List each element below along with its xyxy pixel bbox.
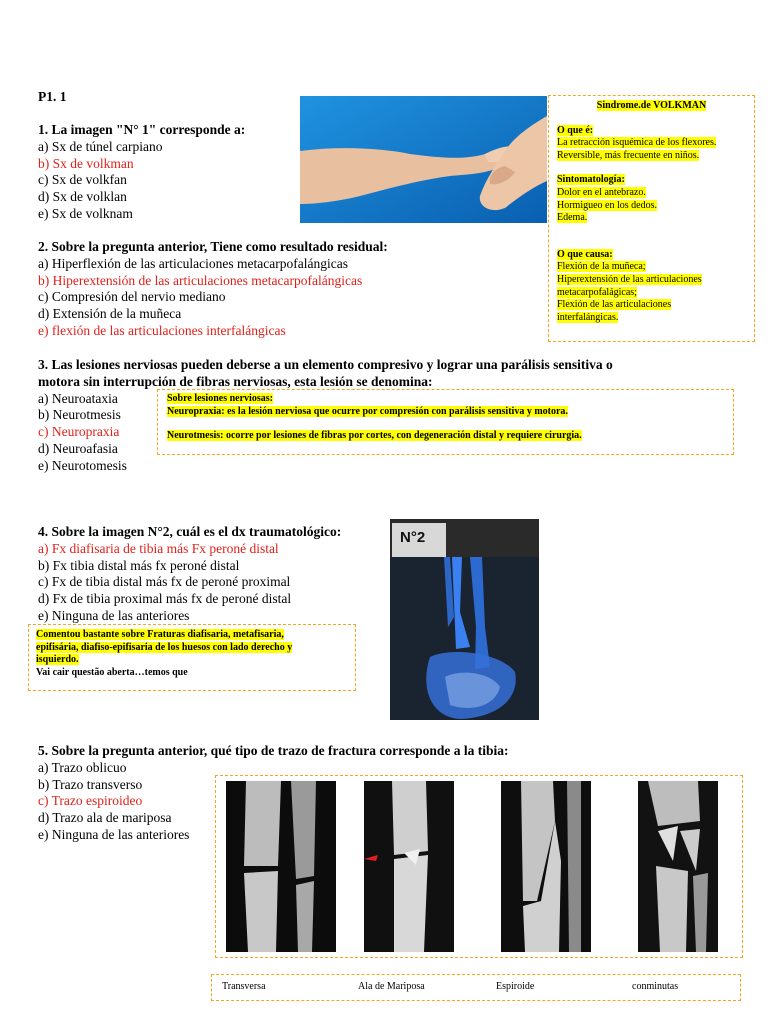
question-1: [38, 122, 298, 223]
q5-option-b: b) Trazo transverso: [38, 776, 143, 792]
question-3-text-line-1: 3. Las lesiones nerviosas pueden deberse a un elemento compresivo y lograr una parálisis sensitiva o: [38, 357, 613, 372]
volkman-note: [548, 95, 755, 342]
label-espiroide: Espiroide: [496, 981, 535, 992]
q3-option-d: d) Neuroafasia: [38, 440, 118, 456]
question-2: [38, 239, 538, 340]
what-heading: O que é:: [557, 124, 594, 136]
q2-option-c: c) Compresión del nervio mediano: [38, 289, 226, 305]
cause-line-5: interfalángicas.: [557, 311, 619, 323]
q5-option-a: a) Trazo oblicuo: [38, 759, 127, 775]
q1-option-d: d) Sx de volklan: [38, 189, 127, 205]
nerve-note-line-3: Neurotmesis: ocorre por lesiones de fibras por cortes, con degeneración distal y requiere cirurgia.: [167, 430, 582, 442]
fx-note-line-2: epifisária, diafiso-epifisaria de los huesos con lado derecho y: [36, 641, 293, 653]
q4-option-d: d) Fx de tibia proximal más fx de peroné distal: [38, 591, 292, 607]
q1-option-b-answer: b) Sx de volkman: [38, 155, 134, 171]
q2-option-d: d) Extensión de la muñeca: [38, 306, 182, 322]
cause-line-4: Flexión de las articulaciones: [557, 299, 672, 311]
q1-option-c: c) Sx de volkfan: [38, 172, 127, 188]
page-title: P1. 1: [38, 89, 67, 104]
q2-option-e-answer: e) flexión de las articulaciones interfalángicas: [38, 322, 286, 338]
q3-option-c-answer: c) Neuropraxia: [38, 424, 120, 440]
nerve-note-line-1: Sobre lesiones nerviosas:: [167, 393, 273, 404]
q1-option-a: a) Sx de túnel carpiano: [38, 138, 163, 154]
xray-butterfly: [364, 781, 454, 952]
q2-option-a: a) Hiperflexión de las articulaciones metacarpofalángicas: [38, 255, 348, 271]
xray-comminuted: [638, 781, 718, 952]
what-line-1: La retracción isquémica de los flexores.: [557, 137, 717, 149]
q4-option-c: c) Fx de tibia distal más fx de peroné proximal: [38, 574, 291, 590]
question-4-text: 4. Sobre la imagen N°2, cuál es el dx traumatológico:: [38, 524, 342, 539]
cause-line-2: Hiperextensión de las articulaciones: [557, 273, 702, 285]
q1-option-e: e) Sx de volknam: [38, 205, 133, 221]
q2-option-b-answer: b) Hiperextensión de las articulaciones metacarpofalángicas: [38, 272, 363, 288]
question-3-text-line-2: motora sin interrupción de fibras nerviosas, esta lesión se denomina:: [38, 373, 433, 389]
fx-note-line-1: Comentou bastante sobre Fraturas diafisaria, metafisaria,: [36, 629, 284, 640]
q3-option-a: a) Neuroataxia: [38, 390, 118, 406]
question-2-text: 2. Sobre la pregunta anterior, Tiene como resultado residual:: [38, 239, 388, 254]
q5-option-c-answer: c) Trazo espiroideo: [38, 793, 143, 809]
cause-line-3: metacarpofalágicas;: [557, 286, 637, 298]
q5-option-e: e) Ninguna de las anteriores: [38, 826, 190, 842]
question-4: [38, 524, 388, 625]
symptom-line-2: Hormigueo en los dedos.: [557, 199, 657, 211]
xray-transverse: [226, 781, 336, 952]
hands-image: [300, 96, 547, 223]
symptom-line-1: Dolor en el antebrazo.: [557, 186, 646, 198]
volkman-note-title: Sindrome.de VOLKMAN: [596, 100, 707, 111]
label-transversa: Transversa: [222, 981, 266, 992]
symptoms-heading: Sintomatología:: [557, 174, 625, 186]
q4-option-b: b) Fx tibia distal más fx peroné distal: [38, 557, 240, 573]
xray-spiral: [501, 781, 591, 952]
q4-option-e: e) Ninguna de las anteriores: [38, 607, 190, 623]
fracture-images-panel: [215, 775, 743, 958]
xray-image-n2: [390, 519, 539, 720]
fx-note-line-4: Vai cair questão aberta…temos que: [36, 666, 188, 678]
q4-option-a-answer: a) Fx diafisaria de tibia más Fx peroné distal: [38, 540, 279, 556]
question-1-text: 1. La imagen "N° 1" corresponde a:: [38, 122, 246, 137]
q5-option-d: d) Trazo ala de mariposa: [38, 810, 172, 826]
cause-heading: O que causa:: [557, 248, 613, 260]
q3-option-b: b) Neurotmesis: [38, 407, 121, 423]
cause-line-1: Flexión de la muñeca;: [557, 261, 646, 273]
label-conminutas: conminutas: [632, 981, 679, 992]
question-5-text: 5. Sobre la pregunta anterior, qué tipo de trazo de fractura corresponde a la tibia:: [38, 743, 509, 758]
xray-bones: [390, 557, 539, 720]
nerve-note-line-2: Neuropraxia: es la lesión nerviosa que ocurre por compresión con parálisis sensitiva y motora.: [167, 405, 568, 417]
q3-option-e: e) Neurotomesis: [38, 457, 127, 473]
xray-label: N°2: [400, 529, 426, 546]
hands-illustration: [300, 96, 547, 223]
nerve-lesion-note: [157, 389, 734, 455]
fracture-labels-box: [211, 974, 741, 1001]
what-line-2: Reversible, más frecuente en niños.: [557, 149, 700, 161]
fx-note-line-3: isquierdo.: [36, 654, 79, 666]
label-ala-de-mariposa: Ala de Mariposa: [358, 981, 425, 992]
fracture-note: [28, 624, 356, 691]
symptom-line-3: Edema.: [557, 212, 588, 224]
